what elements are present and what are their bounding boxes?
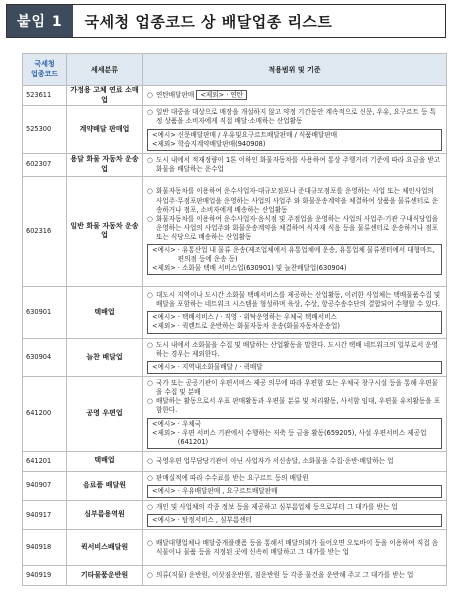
business-name: 일반 화물 자동차 운송업 bbox=[67, 176, 143, 286]
scope-cell bbox=[143, 153, 447, 176]
table-row bbox=[23, 530, 447, 566]
page-title: 국세청 업종코드 상 배달업종 리스트 bbox=[84, 12, 333, 31]
table-row bbox=[23, 338, 447, 376]
example-label: <제외> bbox=[152, 428, 176, 437]
table-row bbox=[23, 501, 447, 530]
business-code: 525300 bbox=[23, 106, 67, 153]
business-name: 공영 우편업 bbox=[67, 377, 143, 452]
example-value: · 탐정서비스 , 심부름센터 bbox=[177, 516, 252, 525]
scope-bullet bbox=[147, 539, 442, 557]
scope-text: 도시 내에서 적재정량이 1톤 이하인 화물자동차를 사용하여 통상 주행거리 기준에 따라 요금을 받고 화물을 배달하는 운수업 bbox=[156, 155, 441, 173]
example-line bbox=[152, 363, 437, 372]
table-row bbox=[23, 286, 447, 338]
circle-bullet-icon: ○ bbox=[147, 155, 153, 164]
scope-bullet bbox=[147, 571, 442, 580]
column-header-code: 국세청 업종코드 bbox=[23, 54, 67, 86]
scope-text: 국영우편 업무담당기관이 아닌 사업자가 서신송달, 소화물을 수집·운반·배달하는 업 bbox=[156, 456, 394, 465]
scope-bullet bbox=[147, 91, 442, 100]
example-value: 신문배달판매 / 우유및요구르트배달판매 / 식품배달판매 bbox=[177, 130, 338, 139]
example-line bbox=[152, 516, 437, 525]
scope-text: 배달대행업체나 배달중개플랫폼 등을 통해서 배달의뢰가 들어오면 오토바이 등을 이용하여 직접 음식물이나 물품 등을 지정된 곳에 신속히 배달하고 그 대가를 받는 업 bbox=[156, 538, 439, 556]
business-code: 630901 bbox=[23, 286, 67, 338]
scope-bullet bbox=[147, 341, 442, 359]
scope-cell bbox=[143, 451, 447, 471]
circle-bullet-icon: ○ bbox=[147, 397, 153, 406]
business-code: 940918 bbox=[23, 530, 67, 566]
scope-text: 연탄배달판매 <제외> · 연탄 bbox=[156, 91, 442, 100]
scope-text: 의류(직물) 운반원, 이삿짐운반원, 짐운반원 등 각종 물건을 운반해 주고 그 대가를 받는 업 bbox=[156, 571, 414, 580]
business-code: 940919 bbox=[23, 566, 67, 586]
example-value: · 우체국 bbox=[177, 419, 202, 428]
example-line bbox=[152, 140, 437, 149]
scope-cell bbox=[143, 106, 447, 153]
scope-cell bbox=[143, 530, 447, 566]
scope-text: 판매실적에 따라 수수료를 받는 요구르트 등의 배달원 bbox=[156, 473, 309, 482]
scope-bullet bbox=[147, 457, 442, 466]
example-value: · 소화물 택배 서비스업(630901) 및 늘찬배달업(630904) bbox=[177, 264, 347, 273]
example-box bbox=[147, 514, 442, 527]
example-value: · 택배서비스 / · 직영 · 위탁운영하는 우체국 택배서비스 bbox=[177, 313, 337, 322]
table-row bbox=[23, 377, 447, 452]
scope-cell bbox=[143, 86, 447, 106]
scope-bullet bbox=[147, 108, 442, 126]
scope-cell bbox=[143, 471, 447, 500]
scope-bullet bbox=[147, 474, 442, 483]
example-label: <제외> bbox=[152, 139, 176, 148]
business-code: 940917 bbox=[23, 501, 67, 530]
column-header-scope: 적용범위 및 기준 bbox=[143, 54, 447, 86]
scope-cell bbox=[143, 176, 447, 286]
circle-bullet-icon: ○ bbox=[147, 503, 153, 511]
scope-bullet bbox=[147, 291, 442, 309]
example-line bbox=[152, 429, 437, 447]
business-name: 용달 화물 자동차 운송업 bbox=[67, 153, 143, 176]
example-line bbox=[152, 420, 437, 429]
scope-cell bbox=[143, 286, 447, 338]
example-line bbox=[152, 487, 437, 496]
example-label: <예시> bbox=[152, 486, 176, 495]
example-value: · 지역내소화물배달 / · 퀵배달 bbox=[177, 363, 263, 372]
table-row bbox=[23, 176, 447, 286]
example-value: · 우편 서비스 기관에서 수행하는 저축 등 금융 활동(659205), 사설 우편서비스 제공업(641201) bbox=[177, 428, 427, 446]
circle-bullet-icon: ○ bbox=[147, 473, 153, 482]
table-row bbox=[23, 471, 447, 500]
circle-bullet-icon: ○ bbox=[147, 456, 153, 465]
business-code: 602307 bbox=[23, 153, 67, 176]
business-code-table bbox=[22, 53, 447, 586]
example-line bbox=[152, 264, 437, 273]
business-name: 가정용 고체 연료 소매업 bbox=[67, 86, 143, 106]
scope-text: 도시 내에서 소화물을 수집 및 배달하는 산업활동을 말한다. 도시간 택배 네트워크의 일부로서 운영하는 경우는 제외한다. bbox=[156, 340, 439, 358]
business-code: 940907 bbox=[23, 471, 67, 500]
scope-bullet bbox=[147, 397, 442, 415]
circle-bullet-icon: ○ bbox=[147, 214, 153, 223]
scope-bullet bbox=[147, 187, 442, 214]
scope-text: 개인 및 사업체의 각종 정보 등을 제공하고 심부름업체 등으로부터 그 대가를 받는 업 bbox=[156, 503, 398, 511]
circle-bullet-icon: ○ bbox=[147, 379, 153, 388]
example-label: <예시> bbox=[152, 419, 176, 428]
circle-bullet-icon: ○ bbox=[147, 187, 153, 196]
example-label: <예시> bbox=[152, 516, 176, 525]
scope-cell bbox=[143, 377, 447, 452]
scope-cell bbox=[143, 501, 447, 530]
attachment-badge: 붙임 1 bbox=[7, 5, 73, 37]
scope-text: 화물자동차를 이용하여 운수사업자·대규모점포나 준대규모점포를 운영하는 사업 또는 체인사업의 사업주·무점포판매업을 운영하는 사업의 사업주 와 화물운송계약을 체결하여 상품을 물류센터로 운송하거나 점포, 소비자에게 배송하는 산업활동 bbox=[156, 187, 439, 214]
business-name: 기타물품운반원 bbox=[67, 566, 143, 586]
table-row bbox=[23, 153, 447, 176]
example-box: <제외> · 연탄 bbox=[196, 90, 247, 100]
circle-bullet-icon: ○ bbox=[147, 571, 153, 580]
business-code: 602316 bbox=[23, 176, 67, 286]
table-row bbox=[23, 566, 447, 586]
scope-text: 대도시 지역이나 도시간 소화물 택배서비스를 제공하는 산업활동, 이러한 사업체는 택배물품수집 및 배달을 포함하는 네트워크 시스템을 형성하며 육상, 수상, 항공수송수단의 결합되어 수행할 수 있다. bbox=[156, 291, 441, 309]
scope-cell bbox=[143, 338, 447, 376]
title-bar bbox=[6, 4, 446, 38]
example-line bbox=[152, 322, 437, 331]
business-code: 641201 bbox=[23, 451, 67, 471]
example-line bbox=[152, 131, 437, 140]
business-name: 심부름용역원 bbox=[67, 501, 143, 530]
example-value: · 우유배달판매 , 요구르트배달판매 bbox=[177, 486, 278, 495]
circle-bullet-icon: ○ bbox=[147, 340, 153, 349]
business-name: 퀵서비스배달원 bbox=[67, 530, 143, 566]
scope-text: 국가 또는 공공기관이 우편서비스 제공 의무에 따라 우편함 또는 우체국 창구시설 등을 통해 우편물을 수집 및 분배 bbox=[156, 379, 439, 397]
example-box bbox=[147, 311, 442, 333]
example-label: <예시> bbox=[152, 130, 176, 139]
scope-bullet bbox=[147, 215, 442, 242]
scope-text: 화물자동차를 이용하여 운수사업자·음식점 및 주점업을 운영하는 사업의 사업주·기관 구내식당업을 운영하는 사업의 사업주와 화물운송계약을 체결하여 식자재 식음 등을 물류센터로 운송하거나 점포 또는 식당으로 배송하는 산업활동 bbox=[156, 214, 439, 241]
business-code: 523611 bbox=[23, 86, 67, 106]
business-name: 음료품 배달원 bbox=[67, 471, 143, 500]
business-name: 늘찬 배달업 bbox=[67, 338, 143, 376]
example-label: <제외> bbox=[152, 322, 176, 331]
example-line bbox=[152, 246, 437, 264]
circle-bullet-icon: ○ bbox=[147, 108, 153, 117]
example-box bbox=[147, 418, 442, 449]
scope-text: 배달하는 활동으로서 우표 판매활동과 우편물 분류 및 처리활동, 사서함 임대, 우편물 유치활동을 포함한다. bbox=[156, 397, 441, 415]
table-row bbox=[23, 86, 447, 106]
business-code: 630904 bbox=[23, 338, 67, 376]
business-name: 계약배달 판매업 bbox=[67, 106, 143, 153]
example-box bbox=[147, 244, 442, 275]
example-label: <제외> bbox=[152, 264, 176, 273]
circle-bullet-icon: ○ bbox=[147, 291, 153, 300]
scope-cell bbox=[143, 566, 447, 586]
circle-bullet-icon: ○ bbox=[147, 91, 153, 100]
business-name: 택배업 bbox=[67, 451, 143, 471]
scope-bullet bbox=[147, 379, 442, 397]
example-value: · 퀵렌트로 운반하는 화물자동차 운송(화물자동차운송업) bbox=[177, 322, 340, 331]
example-label: <예시> bbox=[152, 246, 176, 255]
business-name: 택배업 bbox=[67, 286, 143, 338]
scope-bullet bbox=[147, 156, 442, 174]
table-row bbox=[23, 451, 447, 471]
example-label: <예시> bbox=[152, 363, 176, 372]
scope-bullet bbox=[147, 503, 442, 512]
example-value: · 유통산업 내 물류 운송(제조업체에서 유통업체에 운송, 유통업체 물류센터에서 대형마트, 편의점 등에 운송 등) bbox=[177, 246, 435, 264]
example-value: 학습지계약배달판매(940908) bbox=[177, 139, 266, 148]
example-box bbox=[147, 485, 442, 498]
example-box bbox=[147, 361, 442, 374]
column-header-name: 세세분류 bbox=[67, 54, 143, 86]
example-label: <예시> bbox=[152, 313, 176, 322]
table-row bbox=[23, 106, 447, 153]
example-box bbox=[147, 129, 442, 151]
business-code: 641200 bbox=[23, 377, 67, 452]
table-header-row bbox=[23, 54, 447, 86]
scope-text: 일반 대중을 대상으로 매장을 개설하지 않고 약정 기간동안 계속적으로 신문, 우유, 요구르트 등 특정 상품을 소비자에게 직접 배달·소매하는 산업활동 bbox=[156, 108, 436, 126]
circle-bullet-icon: ○ bbox=[147, 538, 153, 547]
